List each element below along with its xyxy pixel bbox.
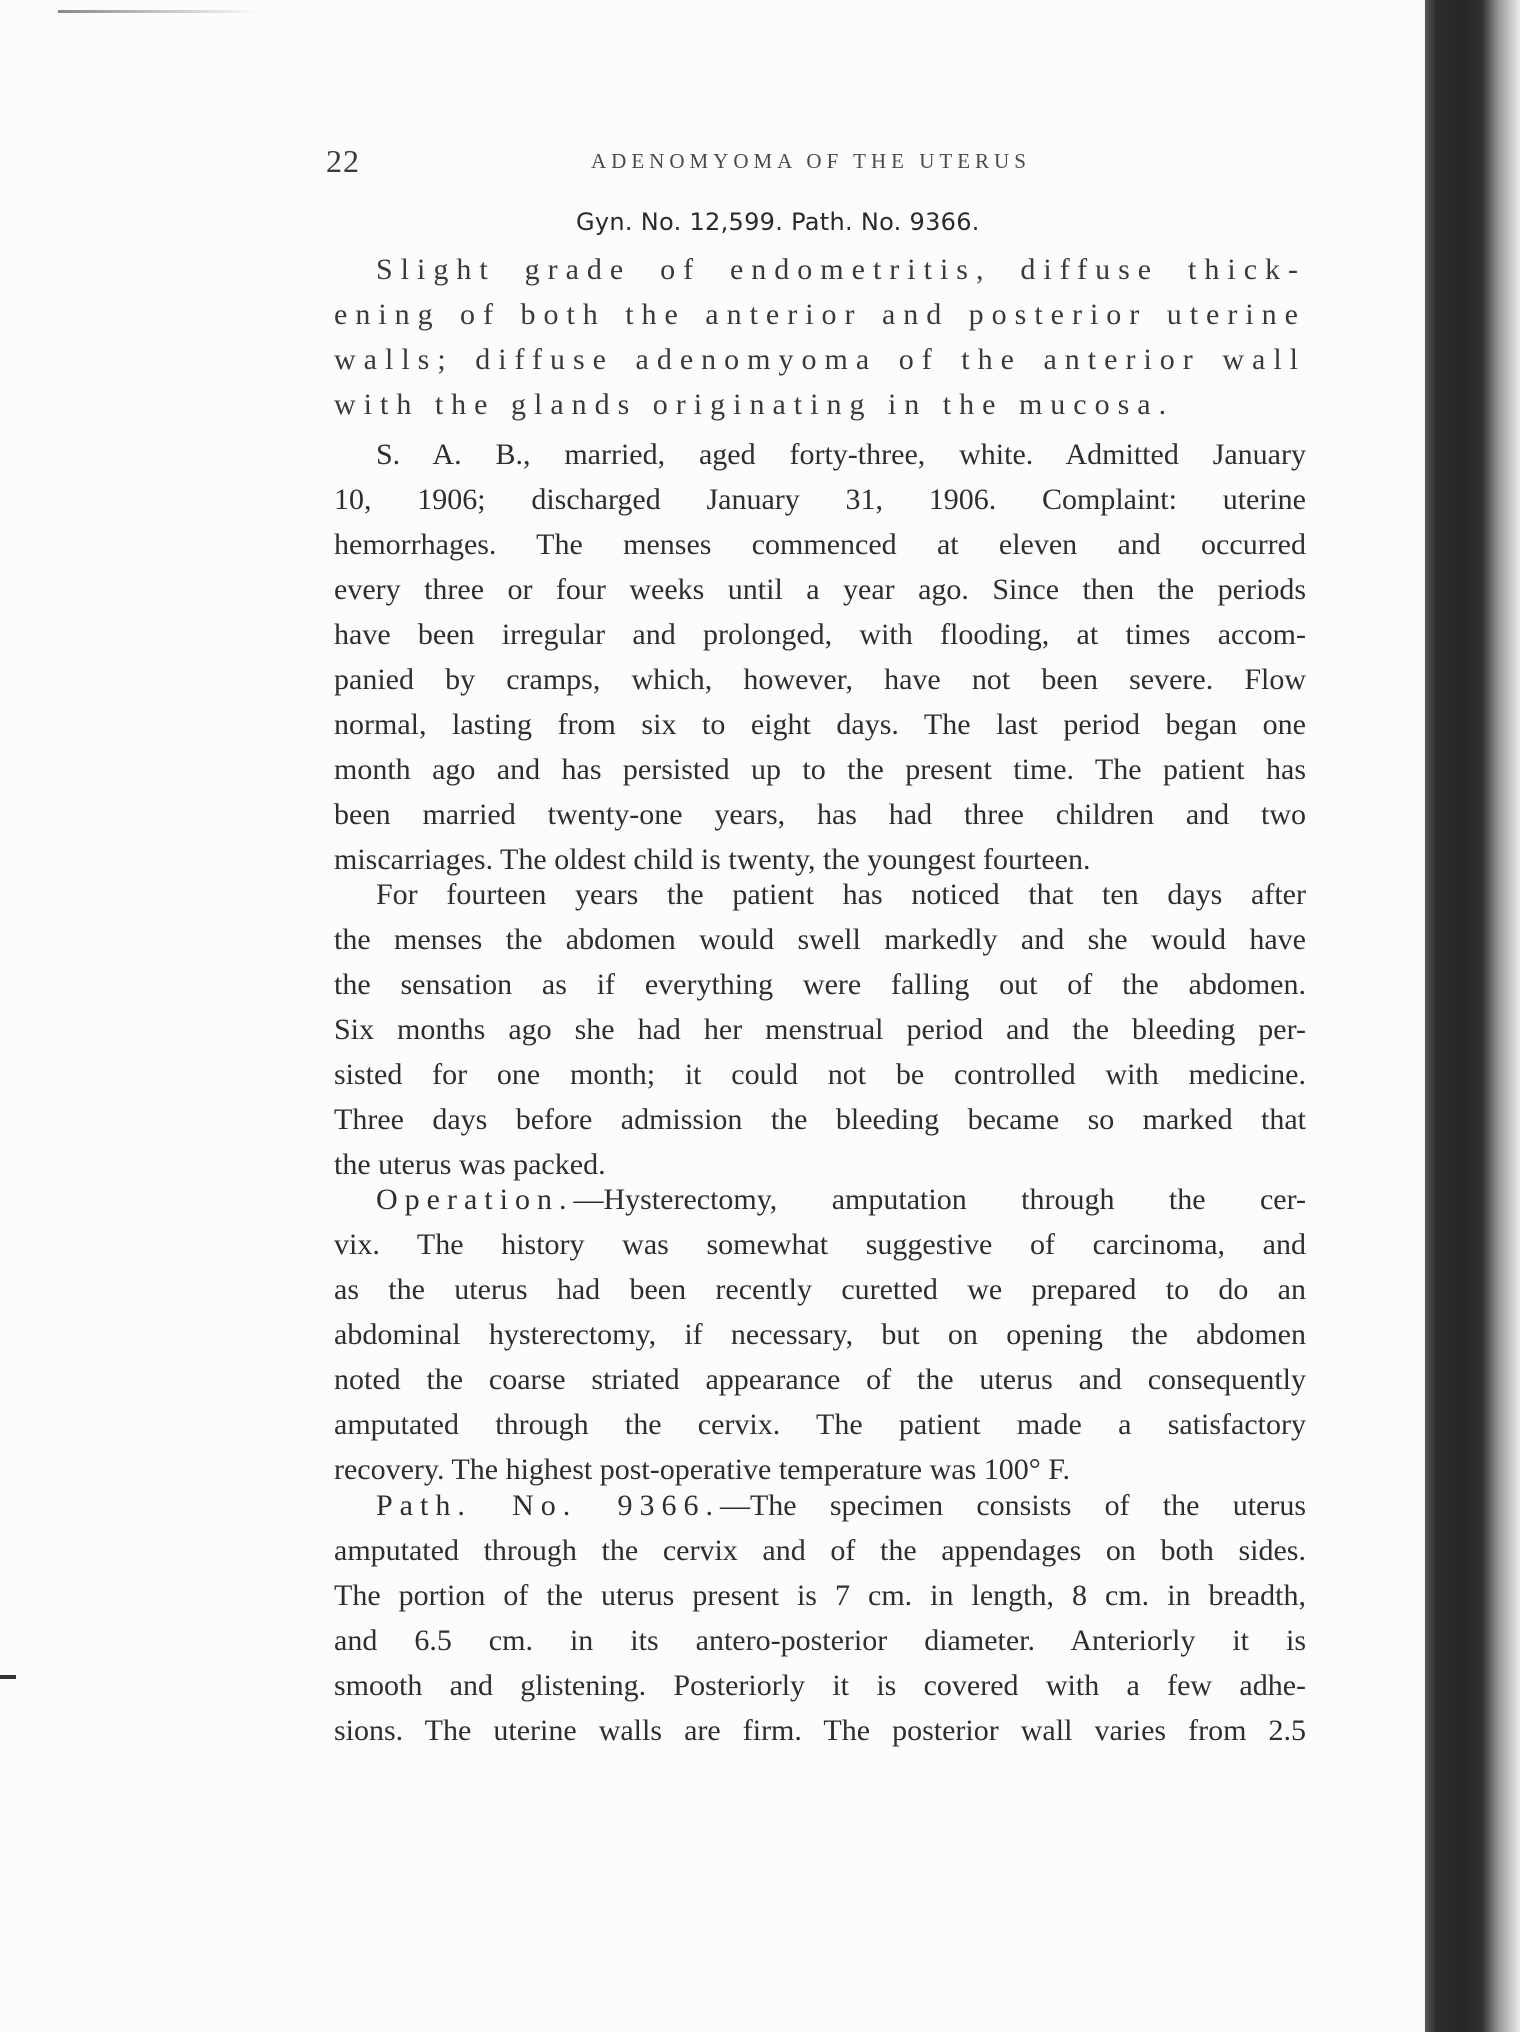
symptoms-line: sisted for one month; it could not be controlled with medicine. bbox=[334, 1058, 1306, 1091]
history-line: panied by cramps, which, however, have not been severe. Flow bbox=[334, 663, 1306, 696]
symptoms-line: the sensation as if everything were falling out of the abdomen. bbox=[334, 968, 1306, 1001]
pathology-paragraph bbox=[334, 1483, 1306, 1753]
running-title: ADENOMYOMA OF THE UTERUS bbox=[591, 149, 1031, 173]
history-paragraph bbox=[334, 432, 1306, 882]
diagnosis-paragraph bbox=[334, 247, 1306, 427]
operation-paragraph bbox=[334, 1177, 1306, 1492]
operation-line: abdominal hysterectomy, if necessary, but on opening the abdomen bbox=[334, 1318, 1306, 1351]
operation-first-line bbox=[334, 1177, 1306, 1222]
pathology-line: sions. The uterine walls are firm. The posterior wall varies from 2.5 bbox=[334, 1714, 1306, 1747]
history-line: every three or four weeks until a year ago. Since then the periods bbox=[334, 573, 1306, 606]
pathology-line: and 6.5 cm. in its antero-posterior diameter. Anteriorly it is bbox=[334, 1624, 1306, 1657]
margin-mark bbox=[0, 1675, 16, 1679]
running-head bbox=[326, 143, 1326, 179]
pathology-line: smooth and glistening. Posteriorly it is covered with a few adhe- bbox=[334, 1669, 1306, 1702]
case-heading: Gyn. No. 12,599. Path. No. 9366. bbox=[576, 208, 980, 236]
symptoms-line: the menses the abdomen would swell markedly and she would have bbox=[334, 923, 1306, 956]
symptoms-paragraph bbox=[334, 872, 1306, 1187]
history-line: S. A. B., married, aged forty-three, white. Admitted January bbox=[376, 438, 1306, 471]
history-line: normal, lasting from six to eight days. The last period began one bbox=[334, 708, 1306, 741]
pathology-line: amputated through the cervix and of the appendages on both sides. bbox=[334, 1534, 1306, 1567]
operation-line: —Hysterectomy, amputation through the cer- bbox=[573, 1183, 1306, 1216]
page-number: 22 bbox=[326, 143, 360, 179]
book-spine-shadow bbox=[1425, 0, 1520, 2032]
history-line: 10, 1906; discharged January 31, 1906. Complaint: uterine bbox=[334, 483, 1306, 516]
diagnosis-line: Slight grade of endometritis, diffuse thick- bbox=[376, 253, 1306, 286]
history-line: miscarriages. The oldest child is twenty, the youngest fourteen. bbox=[334, 843, 1091, 876]
pathology-line: The portion of the uterus present is 7 cm. in length, 8 cm. in breadth, bbox=[334, 1579, 1306, 1612]
symptoms-line: For fourteen years the patient has noticed that ten days after bbox=[376, 878, 1306, 911]
operation-line: amputated through the cervix. The patient made a satisfactory bbox=[334, 1408, 1306, 1441]
diagnosis-line: with the glands originating in the mucosa. bbox=[334, 388, 1175, 421]
operation-line: vix. The history was somewhat suggestive of carcinoma, and bbox=[334, 1228, 1306, 1261]
symptoms-line: the uterus was packed. bbox=[334, 1148, 606, 1181]
symptoms-line: Six months ago she had her menstrual period and the bleeding per- bbox=[334, 1013, 1306, 1046]
history-line: hemorrhages. The menses commenced at eleven and occurred bbox=[334, 528, 1306, 561]
diagnosis-line: ening of both the anterior and posterior uterine bbox=[334, 298, 1306, 331]
operation-line: recovery. The highest post-operative temperature was 100° F. bbox=[334, 1453, 1071, 1486]
diagnosis-line: walls; diffuse adenomyoma of the anterior wall bbox=[334, 343, 1306, 376]
operation-label: Operation. bbox=[376, 1183, 574, 1216]
pathology-first-line bbox=[334, 1483, 1306, 1528]
history-line: been married twenty-one years, has had three children and two bbox=[334, 798, 1306, 831]
operation-line: noted the coarse striated appearance of the uterus and consequently bbox=[334, 1363, 1306, 1396]
history-line: have been irregular and prolonged, with flooding, at times accom- bbox=[334, 618, 1306, 651]
pathology-label: Path. No. 9366. bbox=[376, 1489, 720, 1522]
page-corner-shadow bbox=[58, 10, 258, 13]
symptoms-line: Three days before admission the bleeding became so marked that bbox=[334, 1103, 1306, 1136]
pathology-line: —The specimen consists of the uterus bbox=[719, 1489, 1306, 1522]
operation-line: as the uterus had been recently curetted we prepared to do an bbox=[334, 1273, 1306, 1306]
history-line: month ago and has persisted up to the present time. The patient has bbox=[334, 753, 1306, 786]
